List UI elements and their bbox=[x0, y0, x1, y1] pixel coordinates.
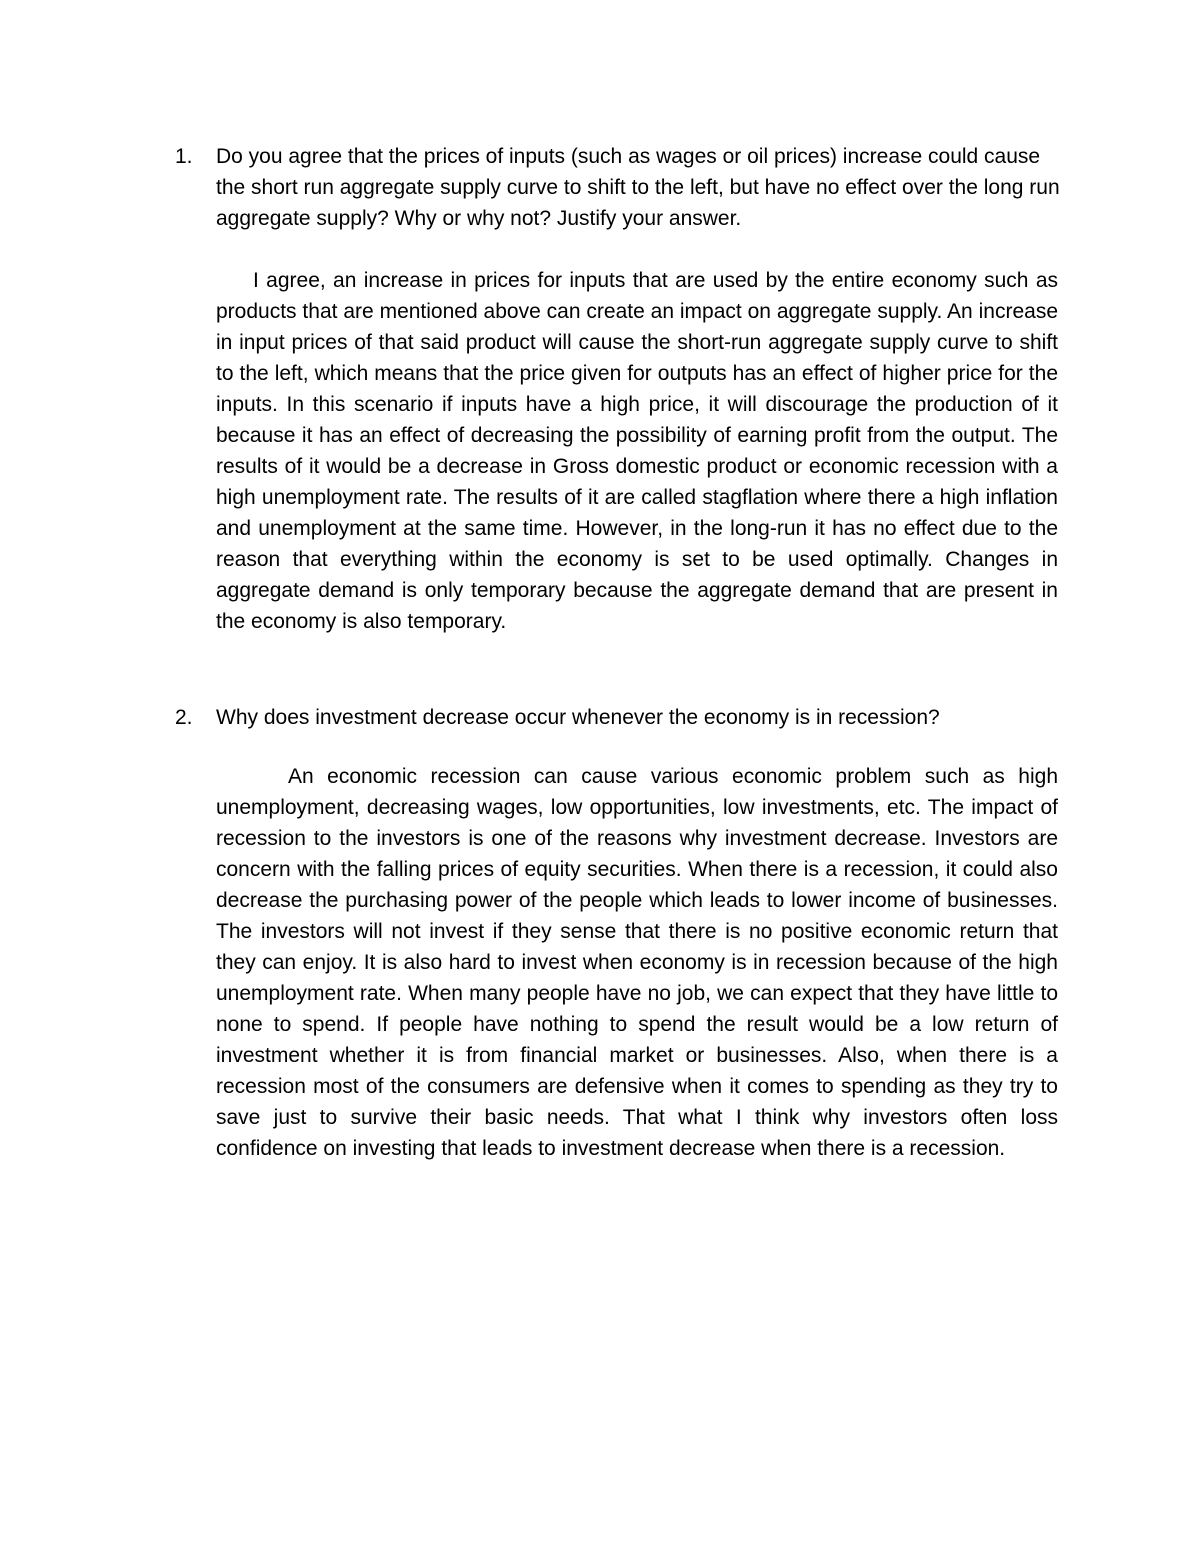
question-number: 1. bbox=[175, 145, 193, 168]
question-number: 2. bbox=[175, 706, 193, 729]
question-text: Why does investment decrease occur whenever the economy is in recession? bbox=[216, 706, 940, 729]
question-1 bbox=[175, 141, 1065, 234]
answer-1: I agree, an increase in prices for inputs that are used by the entire economy such as products that are mentioned above can create an impact on aggregate supply. An increase in input prices of that said product will cause the short-run aggregate supply curve to shift to the left, which means that the price given for outputs has an effect of higher price for the inputs. In this scenario if inputs have a high price, it will discourage the production of it because it has an effect of decreasing the possibility of earning profit from the output. The results of it would be a decrease in Gross domestic product or economic recession with a high unemployment rate. The results of it are called stagflation where there a high inflation and unemployment at the same time. However, in the long-run it has no effect due to the reason that everything within the economy is set to be used optimally. Changes in aggregate demand is only temporary because the aggregate demand that are present in the economy is also temporary. bbox=[216, 269, 1058, 633]
question-text: Do you agree that the prices of inputs (such as wages or oil prices) increase could cause the short run aggregate supply curve to shift to the left, but have no effect over the long run aggregate supply? Why or why not? Justify your answer. bbox=[216, 145, 1060, 230]
answer-2: An economic recession can cause various economic problem such as high unemployment, decreasing wages, low opportunities, low investments, etc. The impact of recession to the investors is one of the reasons why investment decrease. Investors are concern with the falling prices of equity securities. When there is a recession, it could also decrease the purchasing power of the people which leads to lower income of businesses. The investors will not invest if they sense that there is no positive economic return that they can enjoy. It is also hard to invest when economy is in recession because of the high unemployment rate. When many people have no job, we can expect that they have little to none to spend. If people have nothing to spend the result would be a low return of investment whether it is from financial market or businesses. Also, when there is a recession most of the consumers are defensive when it comes to spending as they try to save just to survive their basic needs. That what I think why investors often loss confidence on investing that leads to investment decrease when there is a recession. bbox=[216, 765, 1058, 1160]
question-2 bbox=[175, 702, 1065, 733]
